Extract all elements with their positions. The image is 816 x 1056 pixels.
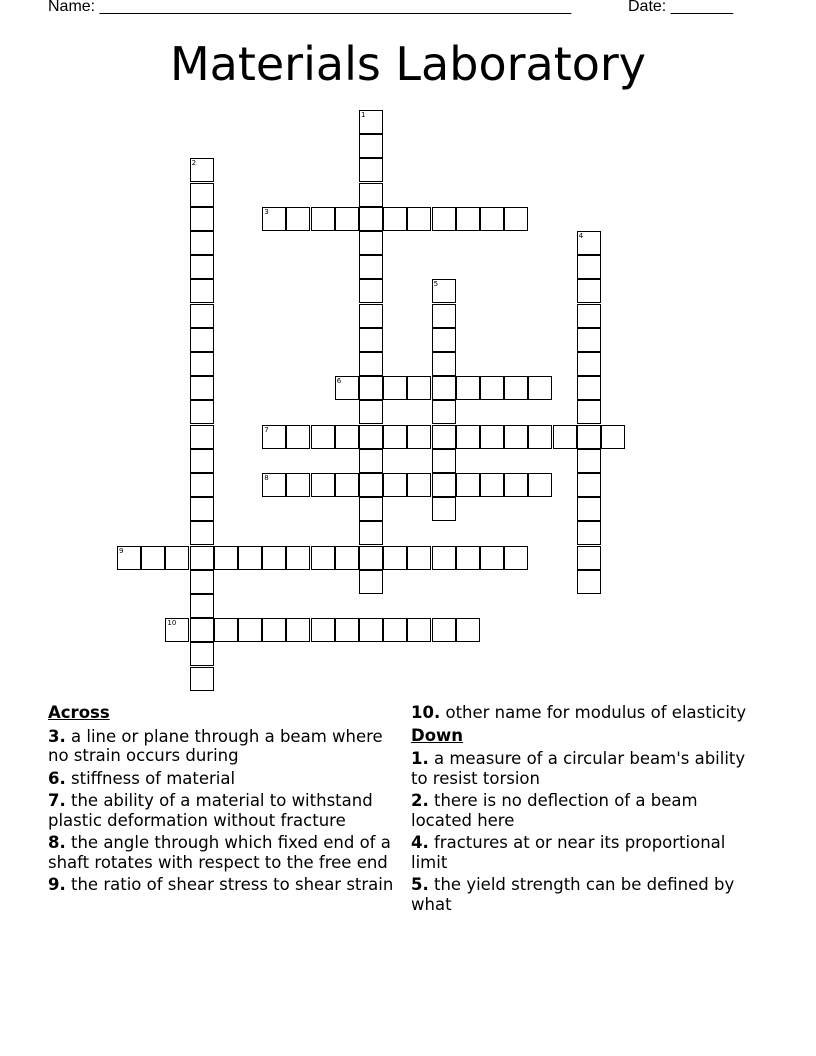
grid-cell[interactable]: [165, 618, 189, 642]
grid-cell[interactable]: [432, 279, 456, 303]
grid-cell[interactable]: [456, 618, 480, 642]
clue-across-8: 8. the angle through which fixed end of a shaft rotates with respect to the free end: [48, 833, 391, 872]
grid-cell[interactable]: [577, 255, 601, 279]
grid-cell[interactable]: [577, 570, 601, 594]
grid-cell[interactable]: [432, 473, 456, 497]
clue-number: 5: [433, 280, 439, 289]
grid-cell[interactable]: [577, 352, 601, 376]
grid-cell[interactable]: [359, 425, 383, 449]
grid-cell[interactable]: [432, 546, 456, 570]
grid-cell[interactable]: [359, 183, 383, 207]
grid-cell[interactable]: [311, 473, 335, 497]
grid-cell[interactable]: [190, 546, 214, 570]
grid-cell[interactable]: [480, 425, 504, 449]
grid-cell[interactable]: [432, 304, 456, 328]
clue-number: 6: [336, 377, 342, 386]
grid-cell[interactable]: [190, 255, 214, 279]
grid-cell[interactable]: [359, 328, 383, 352]
grid-cell[interactable]: [311, 546, 335, 570]
grid-cell[interactable]: [480, 473, 504, 497]
name-field: Name: _____________________________________________________: [48, 0, 572, 15]
clue-number: 9: [119, 546, 124, 555]
grid-cell[interactable]: [190, 400, 214, 424]
grid-cell[interactable]: [432, 328, 456, 352]
grid-cell[interactable]: [286, 425, 310, 449]
grid-cell[interactable]: [190, 376, 214, 400]
grid-cell[interactable]: [335, 376, 359, 400]
grid-cell[interactable]: [504, 425, 528, 449]
clues-column-left: [48, 703, 400, 898]
grid-cell[interactable]: [190, 231, 214, 255]
clues-column-right: [411, 703, 751, 917]
grid-cell[interactable]: [383, 376, 407, 400]
grid-cell[interactable]: [407, 376, 431, 400]
grid-cell[interactable]: [577, 400, 601, 424]
grid-cell[interactable]: [480, 207, 504, 231]
grid-cell[interactable]: [359, 473, 383, 497]
grid-cell[interactable]: [383, 618, 407, 642]
grid-cell[interactable]: [262, 425, 286, 449]
grid-cell[interactable]: [577, 304, 601, 328]
grid-cell[interactable]: [190, 279, 214, 303]
grid-cell[interactable]: [214, 618, 238, 642]
grid-cell[interactable]: [190, 328, 214, 352]
clue-number: 10: [167, 619, 177, 628]
grid-cell[interactable]: [190, 304, 214, 328]
grid-cell[interactable]: [359, 110, 383, 134]
grid-cell[interactable]: [190, 473, 214, 497]
grid-cell[interactable]: [432, 207, 456, 231]
grid-cell[interactable]: [190, 425, 214, 449]
clue-across-6: 6. stiffness of material: [48, 768, 236, 788]
grid-cell[interactable]: [190, 158, 214, 182]
grid-cell[interactable]: [359, 400, 383, 424]
grid-cell[interactable]: [456, 546, 480, 570]
grid-cell[interactable]: [456, 425, 480, 449]
grid-cell[interactable]: [190, 183, 214, 207]
grid-cell[interactable]: [432, 352, 456, 376]
grid-cell[interactable]: [335, 473, 359, 497]
grid-cell[interactable]: [141, 546, 165, 570]
grid-cell[interactable]: [553, 425, 577, 449]
grid-cell[interactable]: [407, 425, 431, 449]
grid-cell[interactable]: [432, 618, 456, 642]
grid-cell[interactable]: [190, 352, 214, 376]
clue-number: 1: [361, 111, 366, 119]
grid-cell[interactable]: [577, 279, 601, 303]
grid-cell[interactable]: [359, 134, 383, 158]
grid-cell[interactable]: [577, 425, 601, 449]
grid-cell[interactable]: [359, 158, 383, 182]
grid-cell[interactable]: [577, 231, 601, 255]
grid-cell[interactable]: [117, 546, 141, 570]
grid-cell[interactable]: [190, 570, 214, 594]
clue-across-7: 7. the ability of a material to withstand plastic deformation without fracture: [48, 791, 373, 830]
grid-cell[interactable]: [577, 328, 601, 352]
grid-cell[interactable]: [262, 473, 286, 497]
grid-cell[interactable]: [359, 497, 383, 521]
grid-cell[interactable]: [383, 207, 407, 231]
clue-down-1: 1. a measure of a circular beam's ability to resist torsion: [411, 749, 746, 788]
grid-cell[interactable]: [528, 425, 552, 449]
grid-cell[interactable]: [407, 473, 431, 497]
grid-cell[interactable]: [504, 207, 528, 231]
grid-cell[interactable]: [359, 376, 383, 400]
grid-cell[interactable]: [190, 642, 214, 666]
grid-cell[interactable]: [214, 546, 238, 570]
grid-cell[interactable]: [504, 376, 528, 400]
grid-cell[interactable]: [286, 546, 310, 570]
clue-down-4: 4. fractures at or near its proportional limit: [411, 833, 726, 872]
clue-number: 3: [264, 207, 269, 216]
grid-cell[interactable]: [190, 594, 214, 618]
grid-cell[interactable]: [238, 546, 262, 570]
grid-cell[interactable]: [432, 449, 456, 473]
grid-cell[interactable]: [359, 546, 383, 570]
grid-cell[interactable]: [359, 207, 383, 231]
grid-cell[interactable]: [190, 521, 214, 545]
grid-cell[interactable]: [432, 497, 456, 521]
grid-cell[interactable]: [311, 425, 335, 449]
clue-across-10: 10. other name for modulus of elasticity: [411, 703, 747, 722]
grid-cell[interactable]: [190, 449, 214, 473]
grid-cell[interactable]: [577, 521, 601, 545]
grid-cell[interactable]: [577, 376, 601, 400]
clue-number: 8: [264, 474, 269, 482]
grid-cell[interactable]: [311, 207, 335, 231]
grid-cell[interactable]: [190, 207, 214, 231]
grid-cell[interactable]: [262, 546, 286, 570]
clue-down-2: 2. there is no deflection of a beam located here: [411, 791, 698, 830]
grid-cell[interactable]: [335, 425, 359, 449]
grid-cell[interactable]: [286, 473, 310, 497]
down-heading: Down: [411, 725, 464, 745]
clue-across-3: 3. a line or plane through a beam where no strain occurs during: [48, 726, 383, 765]
grid-cell[interactable]: [359, 618, 383, 642]
grid-cell[interactable]: [359, 255, 383, 279]
grid-cell[interactable]: [456, 207, 480, 231]
grid-cell[interactable]: [335, 207, 359, 231]
grid-cell[interactable]: [190, 618, 214, 642]
grid-cell[interactable]: [383, 473, 407, 497]
grid-cell[interactable]: [238, 618, 262, 642]
grid-cell[interactable]: [359, 352, 383, 376]
grid-cell[interactable]: [190, 497, 214, 521]
grid-cell[interactable]: [190, 667, 214, 691]
grid-cell[interactable]: [359, 521, 383, 545]
grid-cell[interactable]: [407, 618, 431, 642]
grid-cell[interactable]: [359, 570, 383, 594]
grid-cell[interactable]: [577, 497, 601, 521]
grid-cell[interactable]: [262, 207, 286, 231]
grid-cell[interactable]: [456, 473, 480, 497]
clue-number: 2: [191, 159, 197, 168]
grid-cell[interactable]: [601, 425, 625, 449]
grid-cell[interactable]: [311, 618, 335, 642]
grid-cell[interactable]: [432, 400, 456, 424]
grid-cell[interactable]: [165, 546, 189, 570]
grid-cell[interactable]: [286, 207, 310, 231]
grid-cell[interactable]: [383, 546, 407, 570]
grid-cell[interactable]: [577, 473, 601, 497]
grid-cell[interactable]: [407, 546, 431, 570]
grid-cell[interactable]: [407, 207, 431, 231]
grid-cell[interactable]: [262, 618, 286, 642]
clue-down-5: 5. the yield strength can be defined by what: [411, 875, 735, 914]
grid-cell[interactable]: [335, 546, 359, 570]
grid-cell[interactable]: [432, 376, 456, 400]
grid-cell[interactable]: [528, 376, 552, 400]
date-field: Date: _______: [628, 0, 733, 15]
clue-number: 7: [264, 425, 269, 434]
grid-cell[interactable]: [359, 279, 383, 303]
grid-cell[interactable]: [286, 618, 310, 642]
grid-cell[interactable]: [577, 449, 601, 473]
clue-number: 4: [578, 232, 584, 240]
grid-cell[interactable]: [383, 425, 407, 449]
grid-cell[interactable]: [504, 473, 528, 497]
clue-across-9: 9. the ratio of shear stress to shear strain: [48, 875, 394, 894]
across-heading: Across: [48, 703, 110, 722]
grid-cell[interactable]: [480, 376, 504, 400]
grid-cell[interactable]: [504, 546, 528, 570]
grid-cell[interactable]: [359, 231, 383, 255]
grid-cell[interactable]: [359, 304, 383, 328]
grid-cell[interactable]: [432, 425, 456, 449]
grid-cell[interactable]: [480, 546, 504, 570]
grid-cell[interactable]: [577, 546, 601, 570]
grid-cell[interactable]: [456, 376, 480, 400]
grid-cell[interactable]: [335, 618, 359, 642]
grid-cell[interactable]: [359, 449, 383, 473]
page-title: Materials Laboratory: [169, 37, 647, 91]
grid-cell[interactable]: [528, 473, 552, 497]
